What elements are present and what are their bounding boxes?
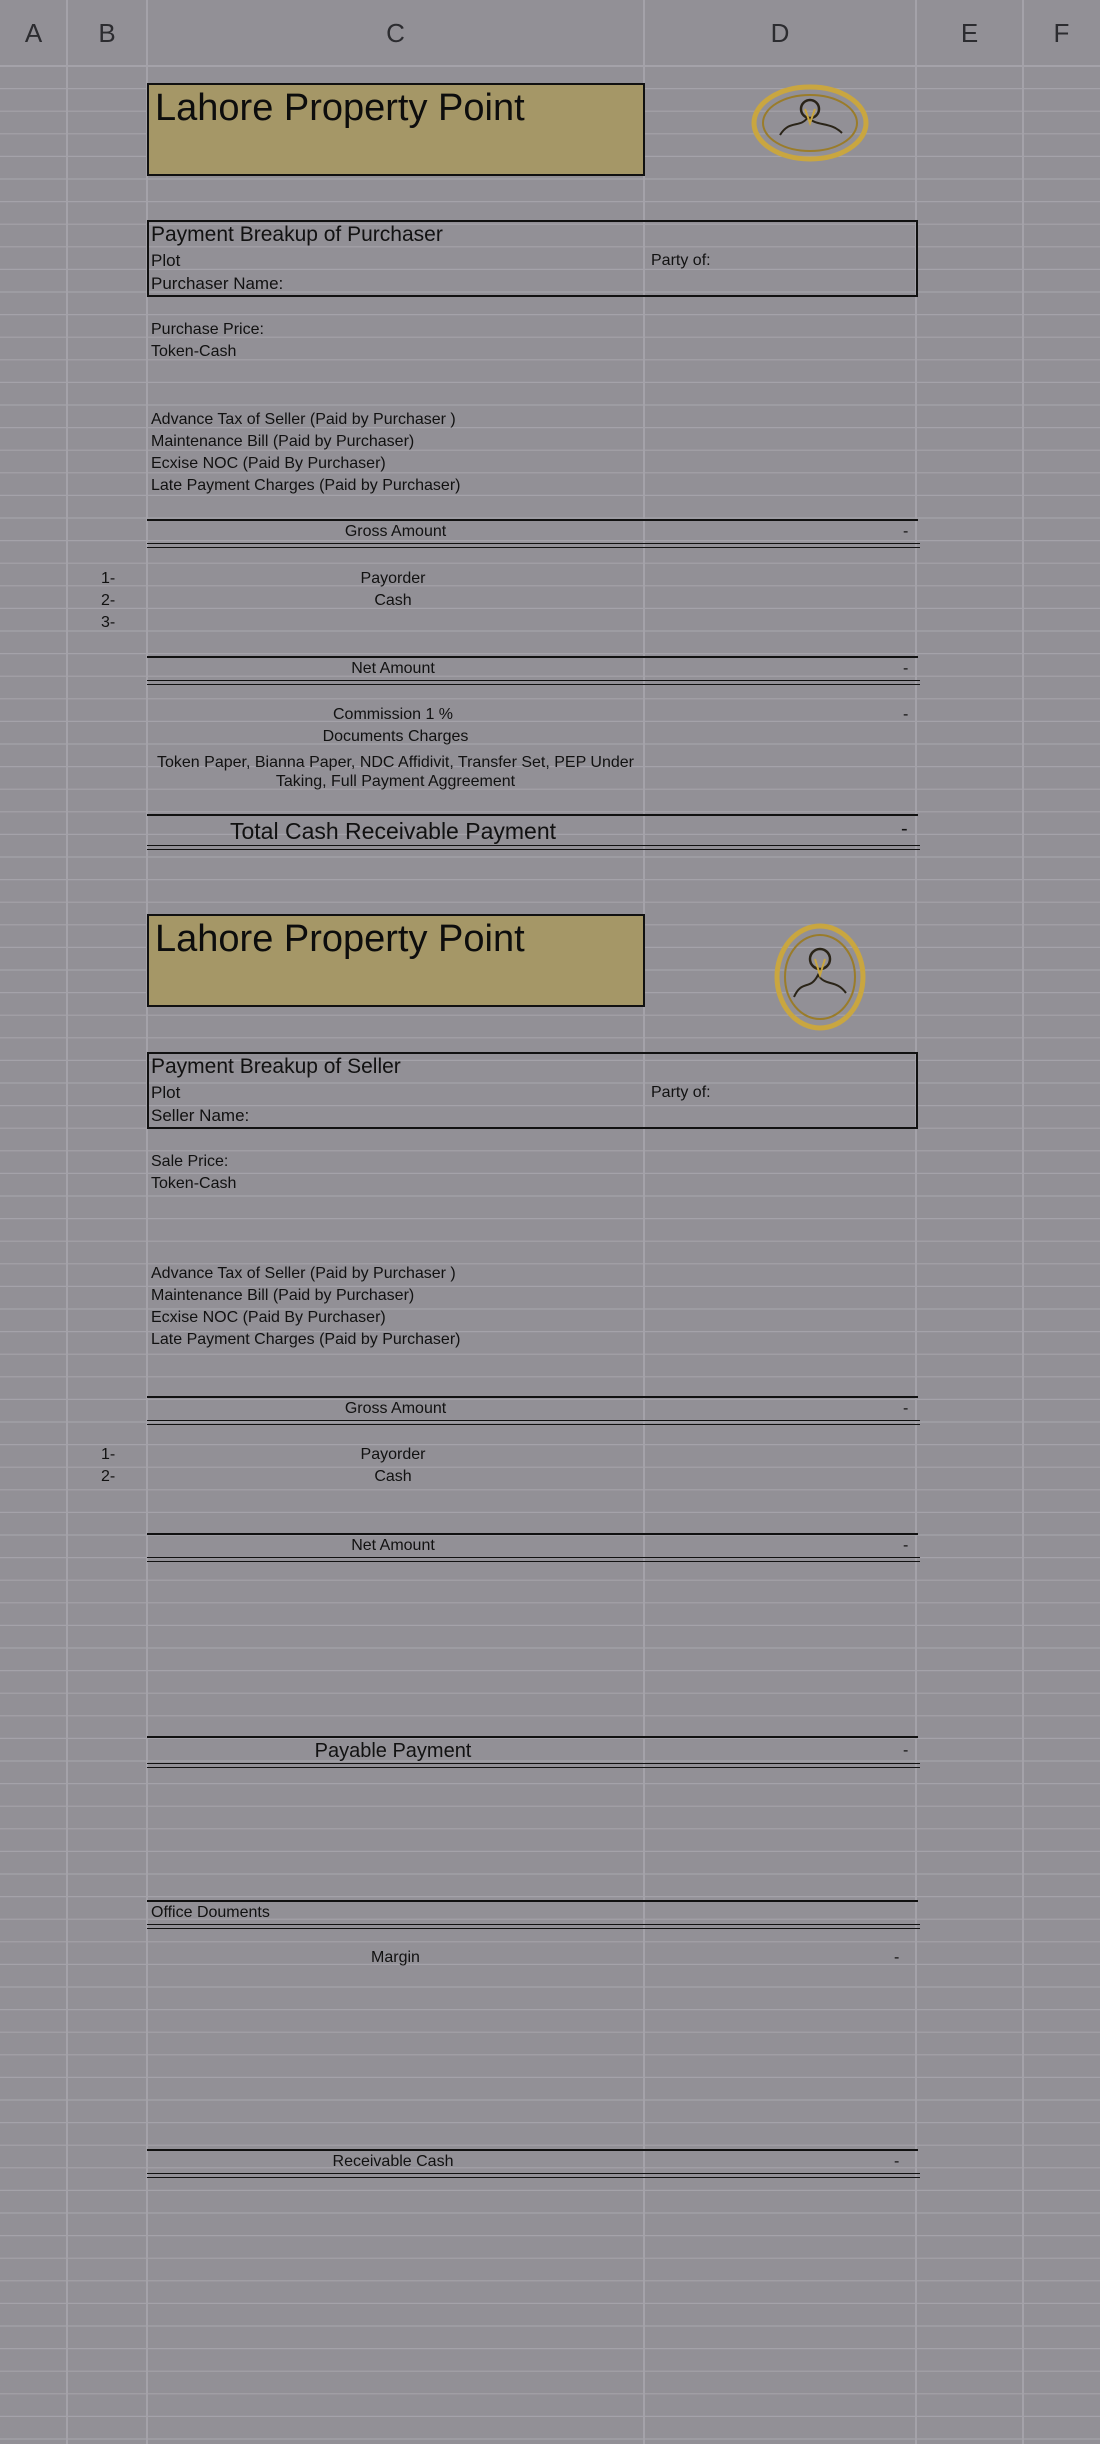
commission-label[interactable]: Commission 1 % — [332, 706, 454, 723]
payment-method[interactable]: Cash — [374, 592, 412, 609]
charge-item[interactable]: Advance Tax of Seller (Paid by Purchaser ) — [151, 1265, 456, 1282]
payment-method[interactable]: Cash — [374, 1468, 412, 1485]
gross-amount-label[interactable]: Gross Amount — [344, 523, 447, 540]
purchaser-title-box[interactable] — [147, 83, 645, 176]
total-cash-receivable-value[interactable]: - — [901, 818, 908, 840]
column-header-e[interactable]: E — [960, 17, 979, 48]
charge-item[interactable]: Late Payment Charges (Paid by Purchaser) — [151, 477, 461, 494]
net-amount-value[interactable]: - — [903, 1537, 909, 1554]
receivable-bottom-border — [147, 2173, 920, 2178]
office-docs-bottom-border — [147, 1924, 920, 1929]
gross-amount-label[interactable]: Gross Amount — [344, 1400, 447, 1417]
net-top-border — [147, 1533, 918, 1535]
receivable-cash-value[interactable]: - — [894, 2153, 900, 2170]
payable-payment-label[interactable]: Payable Payment — [314, 1740, 472, 1762]
net-amount-label[interactable]: Net Amount — [351, 660, 435, 677]
gross-top-border — [147, 519, 918, 521]
party-label[interactable]: Party of: — [651, 1084, 711, 1101]
receivable-top-border — [147, 2149, 918, 2151]
token-cash-label[interactable]: Token-Cash — [151, 1175, 237, 1192]
payable-top-border — [147, 1736, 918, 1738]
net-top-border — [147, 656, 918, 658]
payment-number[interactable]: 2- — [101, 1468, 116, 1485]
total-top-border — [147, 814, 918, 816]
office-documents-label[interactable]: Office Douments — [151, 1904, 270, 1921]
column-header-b[interactable]: B — [98, 17, 116, 48]
column-header-f[interactable]: F — [1053, 17, 1070, 48]
gross-bottom-border — [147, 543, 920, 548]
net-amount-label[interactable]: Net Amount — [351, 1537, 435, 1554]
charge-item[interactable]: Maintenance Bill (Paid by Purchaser) — [151, 433, 415, 450]
margin-label[interactable]: Margin — [371, 1949, 420, 1966]
payment-number[interactable]: 1- — [101, 570, 116, 587]
purchase-price-label[interactable]: Purchase Price: — [151, 321, 264, 338]
column-header-a[interactable]: A — [24, 17, 43, 48]
documents-detail[interactable]: Token Paper, Bianna Paper, NDC Affidivit, Transfer Set, PEP Under — [157, 754, 634, 771]
payable-bottom-border — [147, 1763, 920, 1768]
purchaser-section-title: Payment Breakup of Purchaser — [151, 223, 443, 246]
charge-item[interactable]: Ecxise NOC (Paid By Purchaser) — [151, 455, 386, 472]
sale-price-label[interactable]: Sale Price: — [151, 1153, 229, 1170]
company-title: Lahore Property Point — [155, 918, 525, 960]
purchaser-name-label[interactable]: Purchaser Name: — [151, 274, 284, 293]
gross-amount-value[interactable]: - — [903, 1400, 909, 1417]
receivable-cash-label[interactable]: Receivable Cash — [332, 2153, 454, 2170]
charge-item[interactable]: Ecxise NOC (Paid By Purchaser) — [151, 1309, 386, 1326]
total-bottom-border — [147, 845, 920, 850]
payment-method[interactable]: Payorder — [360, 1446, 426, 1463]
payment-number[interactable]: 1- — [101, 1446, 116, 1463]
payment-number[interactable]: 2- — [101, 592, 116, 609]
seller-name-label[interactable]: Seller Name: — [151, 1106, 250, 1125]
net-bottom-border — [147, 680, 920, 685]
charge-item[interactable]: Maintenance Bill (Paid by Purchaser) — [151, 1287, 415, 1304]
company-logo-icon — [772, 921, 868, 1033]
column-header-c[interactable]: C — [386, 17, 405, 48]
token-cash-label[interactable]: Token-Cash — [151, 343, 237, 360]
plot-label[interactable]: Plot — [151, 1083, 181, 1102]
gross-amount-value[interactable]: - — [903, 523, 909, 540]
payment-method[interactable]: Payorder — [360, 570, 426, 587]
gross-top-border — [147, 1396, 918, 1398]
documents-charges-label[interactable]: Documents Charges — [322, 728, 469, 745]
gross-bottom-border — [147, 1420, 920, 1425]
total-cash-receivable-label[interactable]: Total Cash Receivable Payment — [230, 818, 556, 844]
seller-title-box[interactable] — [147, 914, 645, 1007]
documents-detail[interactable]: Taking, Full Payment Aggreement — [275, 773, 516, 790]
margin-value[interactable]: - — [894, 1949, 900, 1966]
party-label[interactable]: Party of: — [651, 252, 711, 269]
company-logo-icon — [750, 83, 870, 163]
column-header-d[interactable]: D — [770, 17, 790, 48]
charge-item[interactable]: Late Payment Charges (Paid by Purchaser) — [151, 1331, 461, 1348]
seller-section-title: Payment Breakup of Seller — [151, 1055, 401, 1078]
payment-number[interactable]: 3- — [101, 614, 116, 631]
plot-label[interactable]: Plot — [151, 251, 181, 270]
office-docs-top-border — [147, 1900, 918, 1902]
payable-payment-value[interactable]: - — [903, 1742, 909, 1759]
company-title: Lahore Property Point — [155, 87, 525, 129]
commission-value[interactable]: - — [903, 706, 909, 723]
charge-item[interactable]: Advance Tax of Seller (Paid by Purchaser ) — [151, 411, 456, 428]
net-amount-value[interactable]: - — [903, 660, 909, 677]
net-bottom-border — [147, 1557, 920, 1562]
